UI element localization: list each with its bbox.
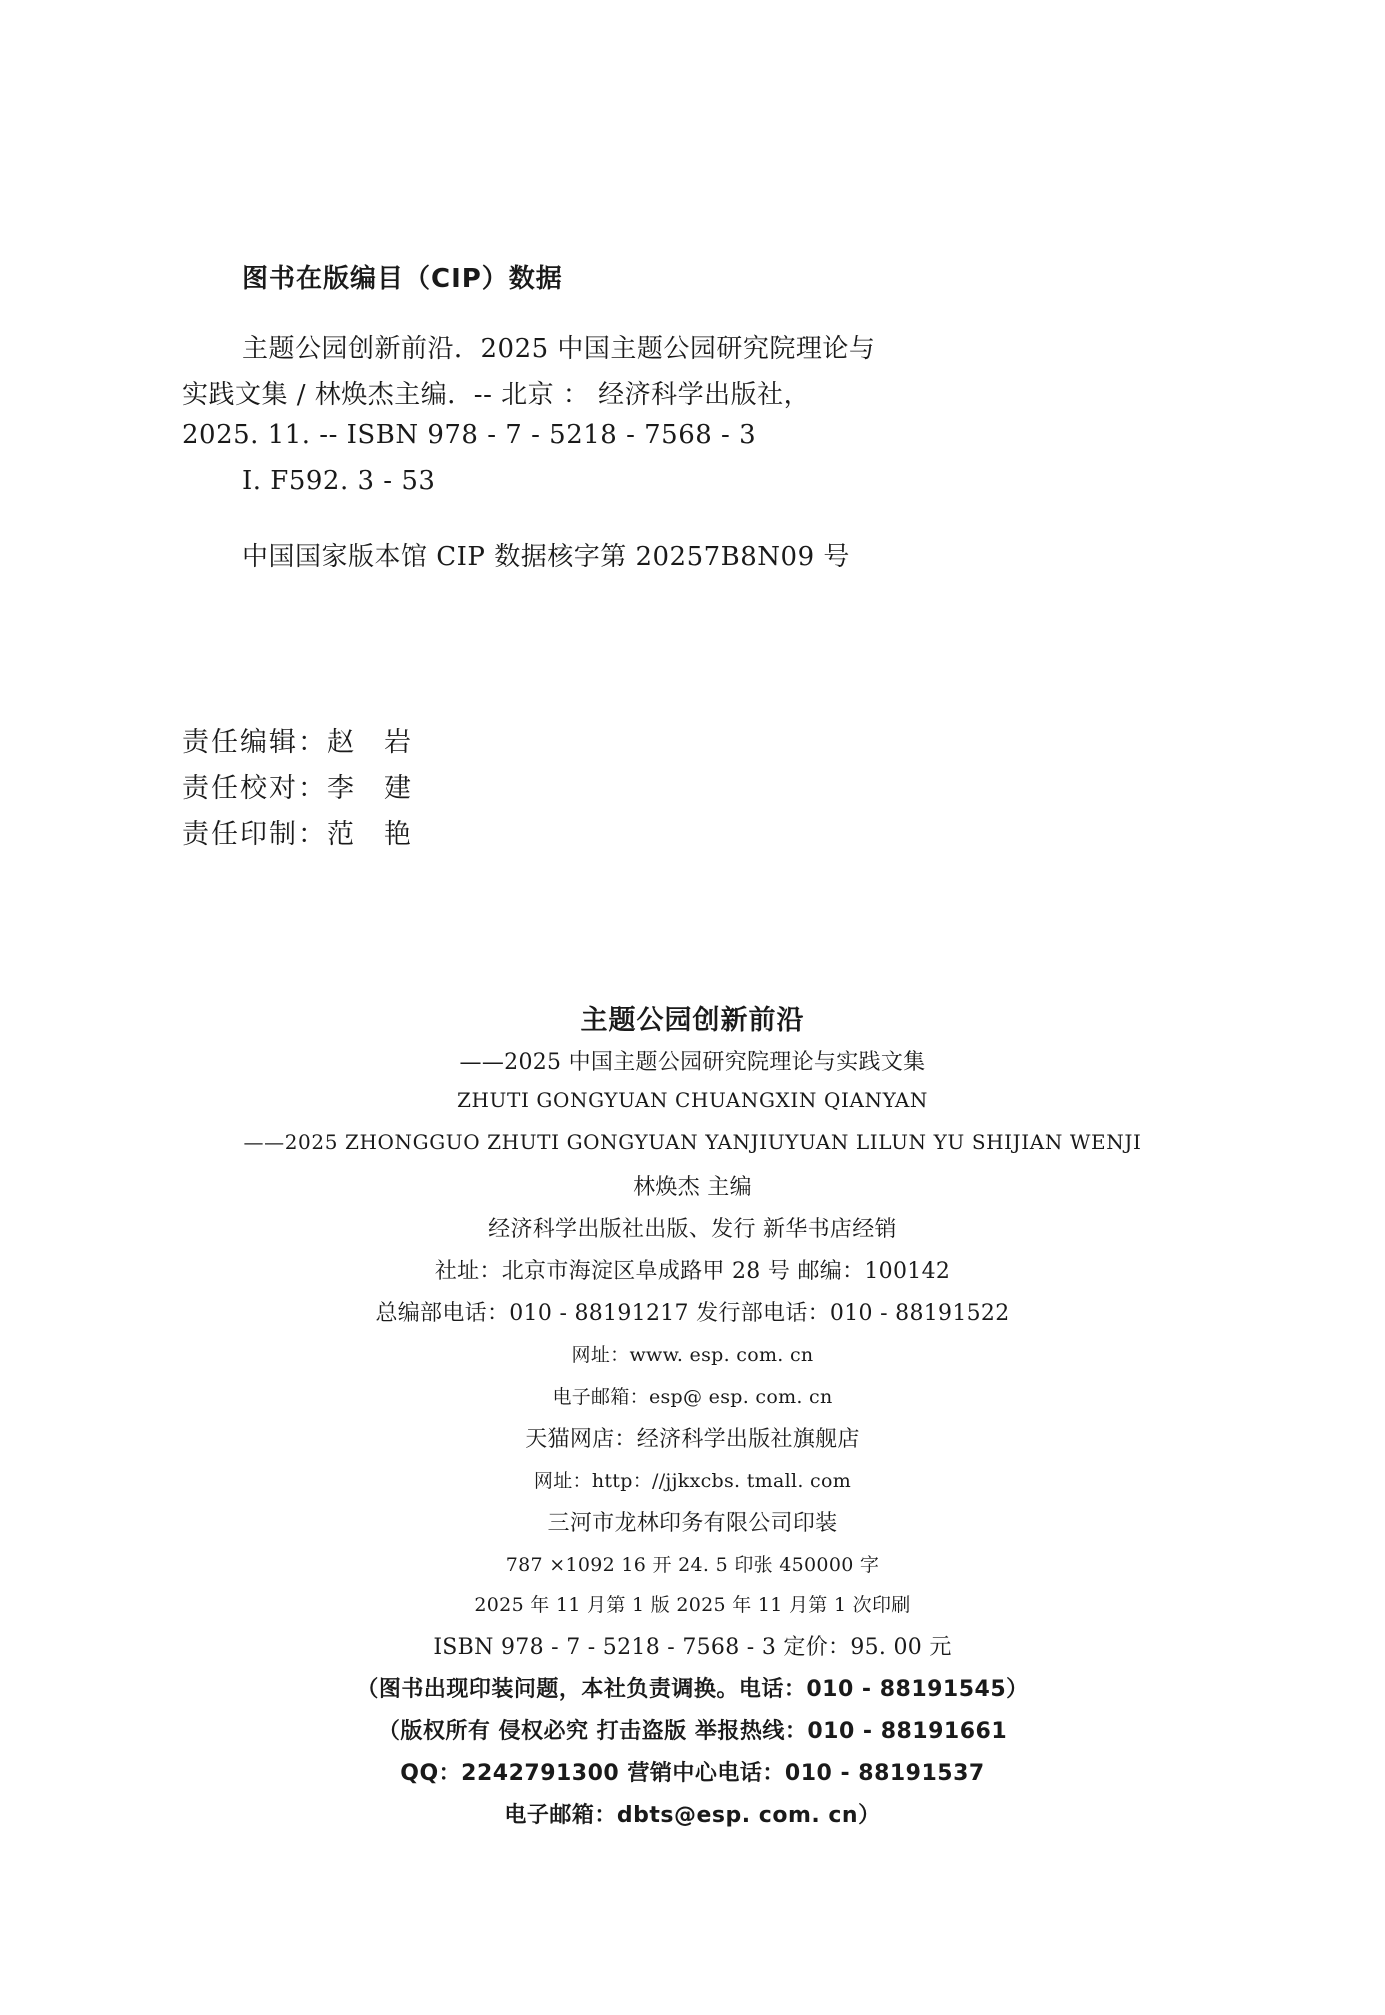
colophon-notice-piracy: （版权所有 侵权必究 打击盗版 举报热线：010 - 88191661 [377, 1719, 1008, 1744]
colophon-notice-print: （图书出现印装问题，本社负责调换。电话：010 - 88191545） [356, 1677, 1029, 1702]
staff-name: 赵岩 [327, 727, 441, 758]
colophon-publisher: 经济科学出版社出版、发行 新华书店经销 [488, 1217, 897, 1242]
colophon-edition: 2025 年 11 月第 1 版 2025 年 11 月第 1 次印刷 [474, 1594, 911, 1616]
colophon-editor: 林焕杰 主编 [633, 1175, 752, 1200]
colophon-address: 社址：北京市海淀区阜成路甲 28 号 邮编：100142 [434, 1259, 951, 1284]
colophon-notice-qq: QQ：2242791300 营销中心电话：010 - 88191537 [400, 1761, 985, 1786]
staff-printing [182, 812, 441, 851]
colophon-notice-email: 电子邮箱：dbts@esp. com. cn） [504, 1803, 881, 1828]
cip-editor-line: 实践文集 / 林焕杰主编．-- 北京 ： 经济科学出版社， [182, 380, 811, 410]
staff-role: 责任印制： [182, 819, 327, 850]
cip-heading: 图书在版编目（CIP）数据 [242, 264, 563, 294]
colophon-specs: 787 ×1092 16 开 24. 5 印张 450000 字 [505, 1554, 880, 1576]
staff-role: 责任校对： [182, 773, 327, 804]
colophon-website: 网址：www. esp. com. cn [571, 1344, 814, 1366]
colophon-title-pinyin: ZHUTI GONGYUAN CHUANGXIN QIANYAN [457, 1088, 928, 1112]
colophon-tmall-store: 天猫网店：经济科学出版社旗舰店 [525, 1427, 860, 1452]
staff-role: 责任编辑： [182, 727, 327, 758]
staff-editor [182, 720, 441, 759]
colophon-isbn-price: ISBN 978 - 7 - 5218 - 7568 - 3 定价：95. 00 元 [433, 1635, 952, 1660]
colophon-phones: 总编部电话：010 - 88191217 发行部电话：010 - 88191522 [375, 1301, 1010, 1326]
cip-classification-line: Ⅰ. F592. 3 - 53 [242, 466, 436, 496]
colophon-printer: 三河市龙林印务有限公司印装 [547, 1511, 838, 1536]
cip-library-number: 中国国家版本馆 CIP 数据核字第 20257B8N09 号 [242, 542, 850, 572]
staff-name: 李建 [327, 773, 441, 804]
cip-title-line: 主题公园创新前沿．2025 中国主题公园研究院理论与 [242, 334, 876, 364]
staff-proofreader [182, 766, 441, 805]
colophon-title: 主题公园创新前沿 [580, 1005, 805, 1036]
colophon-tmall-url: 网址：http：//jjkxcbs. tmall. com [533, 1470, 852, 1492]
colophon-email: 电子邮箱：esp@ esp. com. cn [552, 1386, 833, 1408]
colophon-subtitle-pinyin: ——2025 ZHONGGUO ZHUTI GONGYUAN YANJIUYUAN LILUN YU SHIJIAN WENJI [243, 1130, 1142, 1154]
staff-name: 范艳 [327, 819, 441, 850]
colophon-subtitle: ——2025 中国主题公园研究院理论与实践文集 [459, 1050, 926, 1075]
cip-isbn-line: 2025. 11. -- ISBN 978 - 7 - 5218 - 7568 - 3 [182, 420, 757, 450]
